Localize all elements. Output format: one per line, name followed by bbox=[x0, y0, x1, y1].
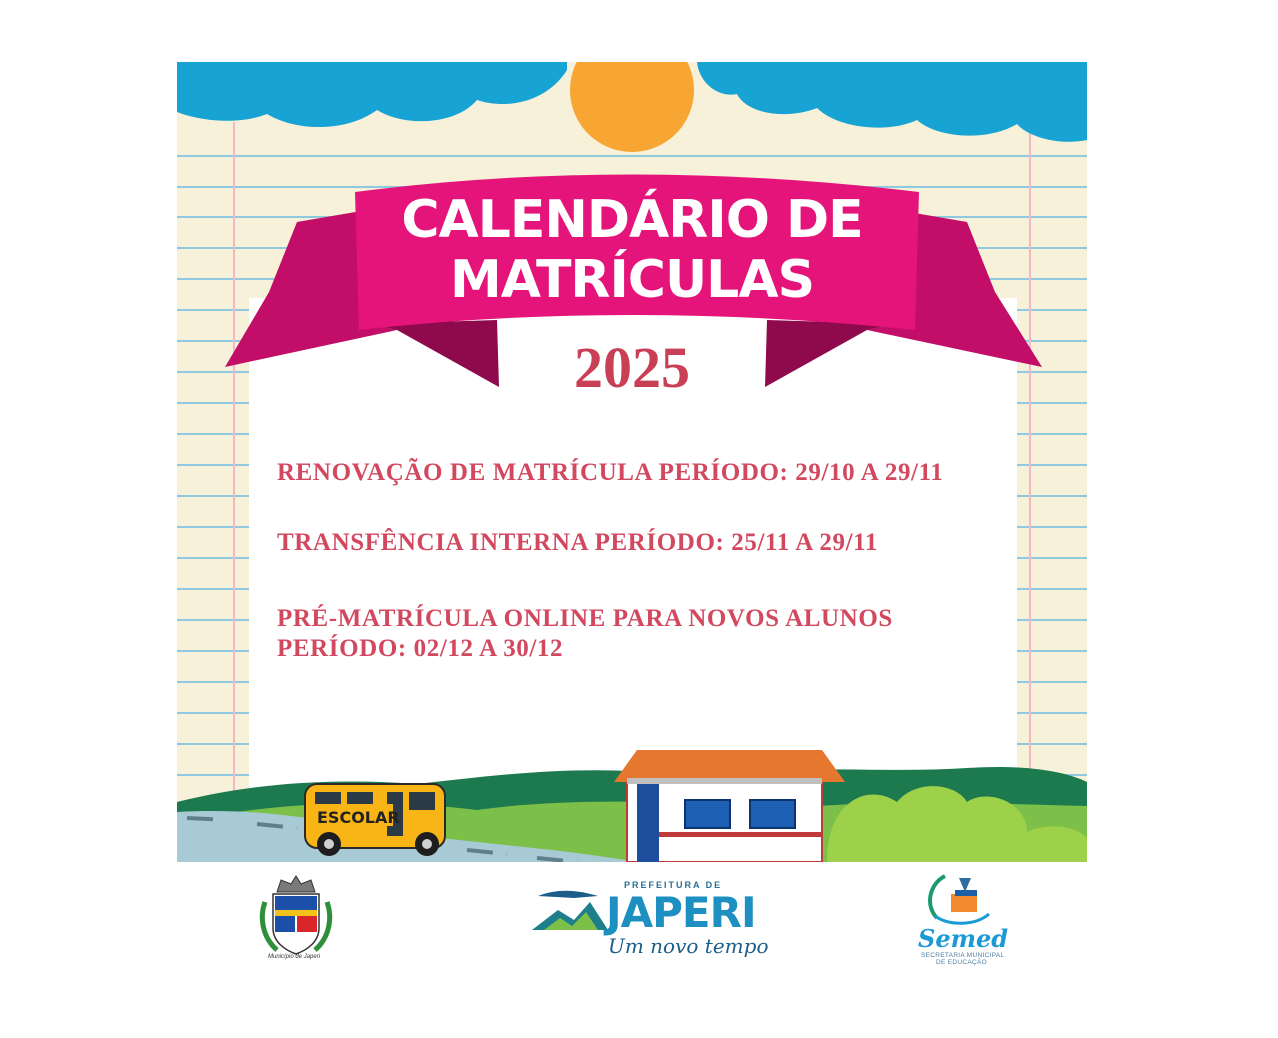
sun bbox=[570, 62, 694, 152]
bus-label: ESCOLAR bbox=[317, 808, 400, 827]
pre-enrollment-period: PERÍODO: 02/12 A 30/12 bbox=[277, 635, 564, 662]
semed-subtitle-1: SECRETARIA MUNICIPAL bbox=[921, 952, 1005, 959]
semed-subtitle-2: DE EDUCAÇÃO bbox=[936, 959, 987, 966]
year-label: 2025 bbox=[574, 335, 690, 400]
japeri-name: JAPERI bbox=[606, 888, 756, 937]
coat-caption: Município de Japeri bbox=[268, 954, 321, 960]
title-line-1: CALENDÁRIO DE bbox=[401, 190, 863, 250]
coat-of-arms-logo bbox=[255, 872, 337, 964]
title-line-2: MATRÍCULAS bbox=[449, 250, 815, 310]
cloud-right bbox=[697, 62, 1087, 142]
semed-name: Semed bbox=[918, 924, 1009, 953]
japeri-prefix: PREFEITURA DE bbox=[624, 880, 723, 890]
enrollment-poster bbox=[177, 62, 1087, 862]
school-house bbox=[614, 750, 845, 862]
japeri-slogan: Um novo tempo bbox=[608, 934, 769, 958]
cloud-left bbox=[177, 62, 567, 127]
internal-transfer-period: TRANSFÊNCIA INTERNA PERÍODO: 25/11 A 29/11 bbox=[277, 529, 878, 556]
renewal-period: RENOVAÇÃO DE MATRÍCULA PERÍODO: 29/10 A 29/11 bbox=[277, 459, 944, 486]
pre-enrollment-title: PRÉ-MATRÍCULA ONLINE PARA NOVOS ALUNOS bbox=[277, 605, 893, 632]
